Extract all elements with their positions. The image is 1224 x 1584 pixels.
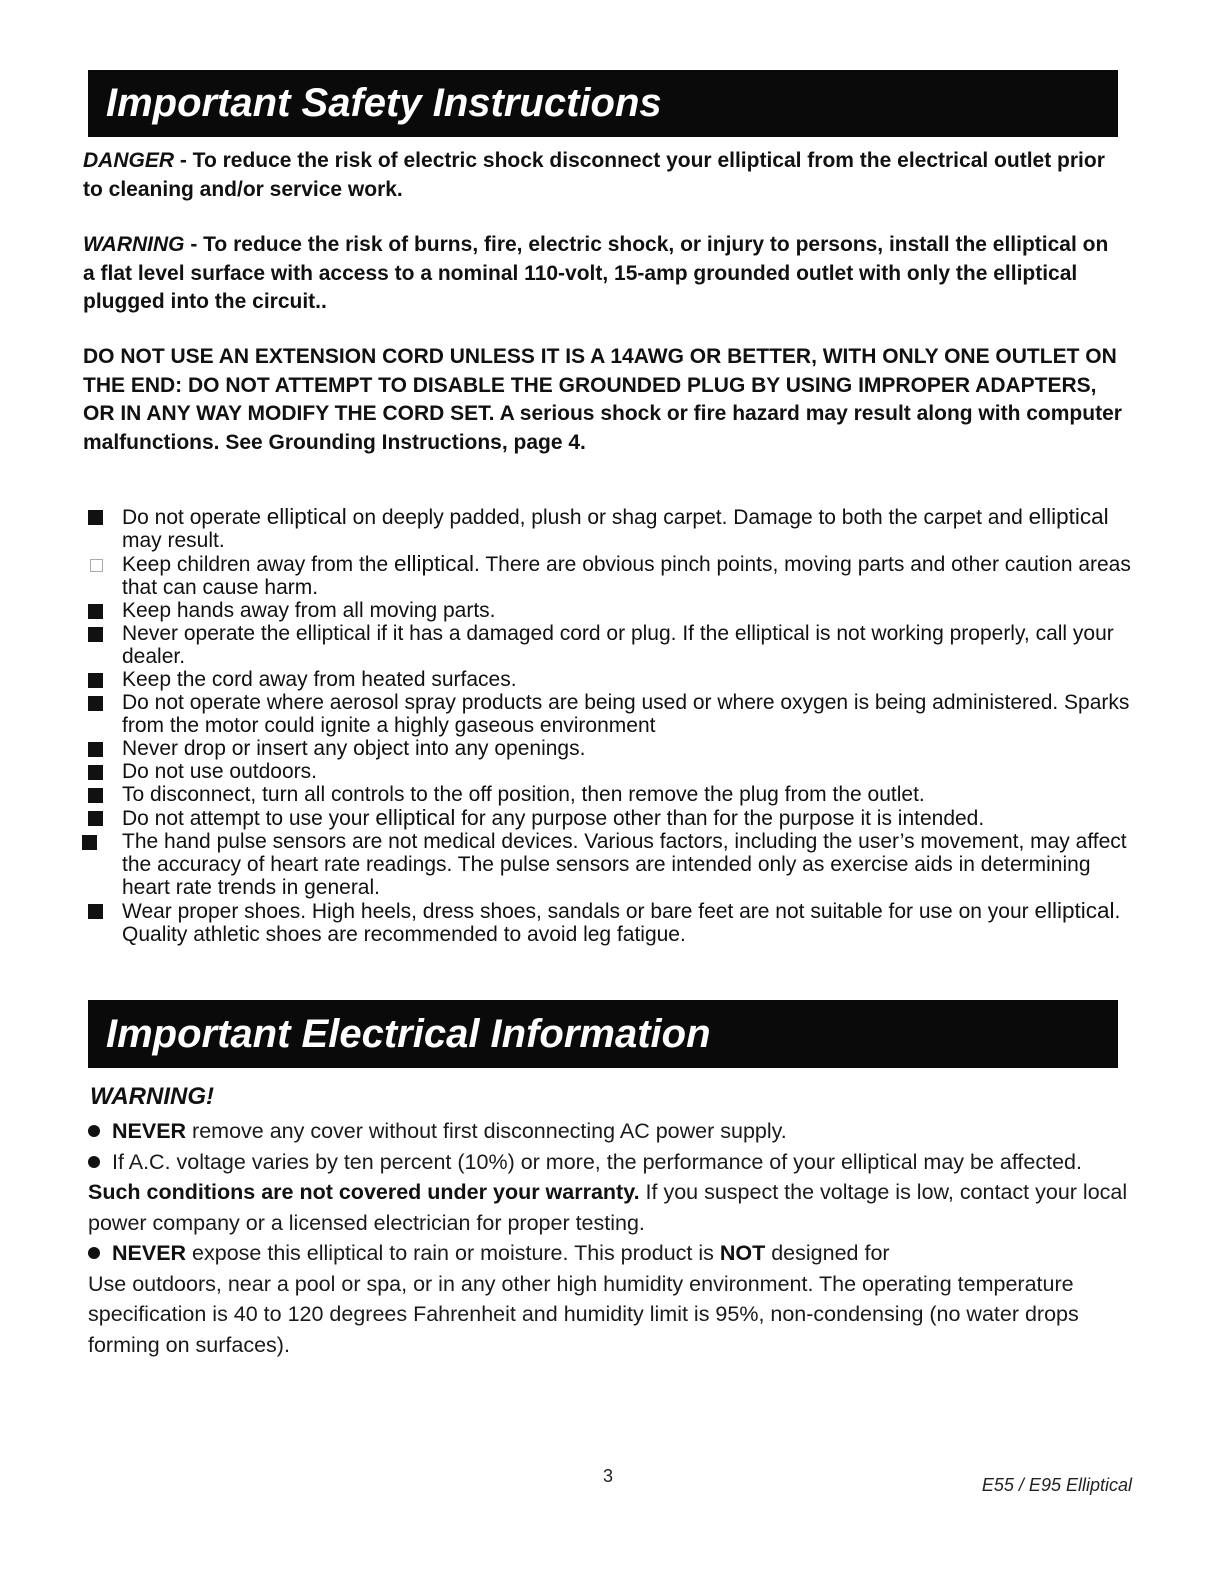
square-bullet-icon	[88, 673, 103, 688]
electrical-warning-list	[88, 1116, 1138, 1360]
list-item: Do not operate where aerosol spray products are being used or where oxygen is being administered. Sparks from the motor could ignite a highly gaseous environment	[82, 691, 1142, 737]
list-item: Keep hands away from all moving parts.	[82, 599, 1142, 622]
warning-label: WARNING	[83, 233, 185, 256]
list-item: Never drop or insert any object into any openings.	[82, 737, 1142, 760]
square-bullet-icon	[88, 904, 103, 919]
electrical-warning-heading: WARNING!	[90, 1083, 214, 1110]
list-item: To disconnect, turn all controls to the off position, then remove the plug from the outlet.	[82, 783, 1142, 806]
danger-label: DANGER	[83, 149, 175, 172]
safety-instructions-heading	[88, 70, 1118, 137]
warning-text: - To reduce the risk of burns, fire, electric shock, or injury to persons, install the elliptical on a flat level surface with access to a nominal 110-volt, 15-amp grounded outlet with only the elliptical plugged into the circuit..	[83, 233, 1109, 313]
safety-instructions-title: Important Safety Instructions	[106, 81, 662, 125]
list-item: Do not attempt to use your elliptical for any purpose other than for the purpose it is intended.	[82, 806, 1142, 830]
square-bullet-icon	[88, 510, 103, 525]
round-bullet-icon	[88, 1247, 100, 1259]
list-item: Do not operate elliptical on deeply padded, plush or shag carpet. Damage to both the carpet and elliptical may result.	[82, 505, 1142, 552]
list-item: Keep children away from the elliptical. There are obvious pinch points, moving parts and other caution areas that can cause harm.	[82, 552, 1142, 599]
square-bullet-icon	[88, 696, 103, 711]
square-bullet-icon	[88, 742, 103, 757]
danger-text: - To reduce the risk of electric shock disconnect your elliptical from the electrical outlet prior to cleaning and/or service work.	[83, 149, 1105, 201]
list-item: NEVER remove any cover without first disconnecting AC power supply.	[88, 1116, 1138, 1147]
square-bullet-icon	[88, 811, 103, 826]
page-number: 3	[603, 1466, 614, 1486]
electrical-information-heading	[88, 1000, 1118, 1068]
square-bullet-icon	[88, 627, 103, 642]
hollow-square-bullet-icon	[90, 559, 103, 572]
square-bullet-icon	[82, 835, 97, 850]
footer-model-name: E55 / E95 Elliptical	[981, 1475, 1132, 1495]
electrical-continuation-text: Use outdoors, near a pool or spa, or in any other high humidity environment. The operating temperature specification is 40 to 120 degrees Fahrenheit and humidity limit is 95%, non-condensing (no water drops forming on surfaces).	[88, 1271, 1079, 1357]
list-item: The hand pulse sensors are not medical devices. Various factors, including the user’s movement, may affect the accuracy of heart rate readings. The pulse sensors are intended only as exercise aids in determining heart rate trends in general.	[82, 830, 1142, 899]
list-item: Keep the cord away from heated surfaces.	[82, 668, 1142, 691]
list-item: Do not use outdoors.	[82, 760, 1142, 783]
extension-cord-paragraph: DO NOT USE AN EXTENSION CORD UNLESS IT IS A 14AWG OR BETTER, WITH ONLY ONE OUTLET ON THE END: DO NOT ATTEMPT TO DISABLE THE GROUNDED PLUG BY USING IMPROPER ADAPTERS, OR IN ANY WAY MODIFY THE CORD SET. A serious shock or fire hazard may result along with computer malfunctions. See Grounding Instructions, page 4.	[83, 345, 1122, 454]
electrical-information-title: Important Electrical Information	[106, 1011, 711, 1056]
danger-paragraph	[83, 147, 1123, 204]
list-item: Never operate the elliptical if it has a damaged cord or plug. If the elliptical is not working properly, call your dealer.	[82, 622, 1142, 668]
square-bullet-icon	[88, 765, 103, 780]
list-item: Wear proper shoes. High heels, dress shoes, sandals or bare feet are not suitable for use on your elliptical. Quality athletic shoes are recommended to avoid leg fatigue.	[82, 899, 1142, 946]
warning-paragraph	[83, 231, 1123, 317]
square-bullet-icon	[88, 788, 103, 803]
safety-bullet-list	[82, 505, 1142, 946]
list-item: NEVER expose this elliptical to rain or moisture. This product is NOT designed for	[88, 1238, 1138, 1269]
round-bullet-icon	[88, 1156, 100, 1168]
list-item: If A.C. voltage varies by ten percent (10%) or more, the performance of your elliptical may be affected. Such conditions are not covered under your warranty. If you suspect the voltage is low, contact your local power company or a licensed electrician for proper testing.	[88, 1149, 1128, 1235]
square-bullet-icon	[88, 604, 103, 619]
round-bullet-icon	[88, 1125, 100, 1137]
